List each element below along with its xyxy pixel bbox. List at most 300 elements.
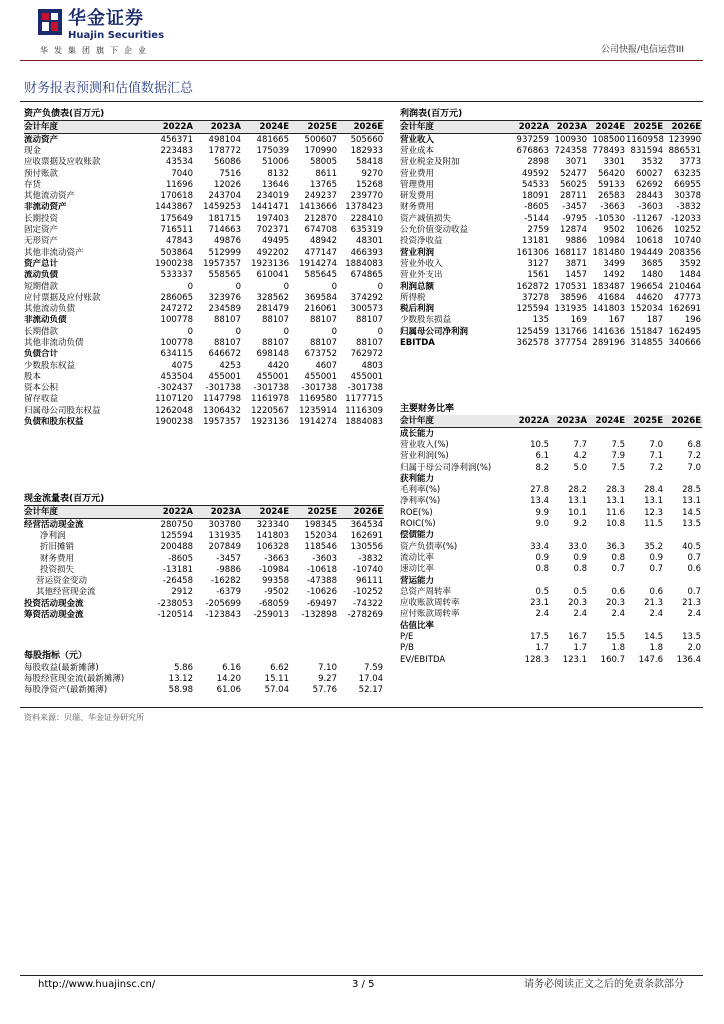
table-title-row xyxy=(400,108,702,121)
cell-value: 362578 xyxy=(516,337,549,348)
cell-value: 14.20 xyxy=(216,673,241,684)
row-label: 税后利润 xyxy=(400,304,435,315)
cell-value xyxy=(550,428,588,440)
table-row xyxy=(24,575,384,586)
cell-value: 377754 xyxy=(554,337,587,348)
header-label: 会计年度 xyxy=(24,121,142,134)
cell-value: 20.3 xyxy=(606,598,625,609)
cell-value: -3457 xyxy=(562,202,587,213)
cell-value: 249237 xyxy=(304,191,337,202)
row-label: 筹资活动现金流 xyxy=(24,610,84,621)
table-header-row xyxy=(400,415,702,428)
balance-sheet-table xyxy=(24,108,384,428)
cell-value: 10.8 xyxy=(606,519,625,530)
table-row xyxy=(400,315,702,326)
row-label: 归属母公司净利润 xyxy=(400,326,469,337)
table-row xyxy=(24,281,384,292)
cell-value: 4607 xyxy=(315,360,337,371)
cell-value: 5.86 xyxy=(174,662,193,673)
table-row xyxy=(400,179,702,190)
cell-value: -9502 xyxy=(264,587,289,598)
header-year: 2023A xyxy=(194,506,242,519)
table-row xyxy=(400,428,702,440)
cell-value: 198345 xyxy=(304,519,337,530)
cell-value: 18091 xyxy=(521,191,549,202)
cell-value: 3685 xyxy=(641,258,663,269)
table-title: 主要财务比率 xyxy=(400,404,455,414)
table-row xyxy=(24,383,384,394)
cell-value: 3499 xyxy=(603,258,625,269)
cell-value: 152034 xyxy=(630,304,663,315)
header-year: 2024E xyxy=(242,506,290,519)
cell-value xyxy=(550,530,588,541)
table-row xyxy=(400,134,702,146)
cell-value: 169 xyxy=(570,315,587,326)
cell-value: 1107120 xyxy=(155,394,193,405)
table-row xyxy=(24,405,384,416)
row-label: 营业利润 xyxy=(400,247,435,258)
cell-value: 11.6 xyxy=(606,507,625,518)
cell-value: -6379 xyxy=(216,587,241,598)
cell-value: 197403 xyxy=(256,213,289,224)
row-label: 营业利润(%) xyxy=(400,451,449,462)
cell-value: 3871 xyxy=(565,258,587,269)
table-row xyxy=(400,631,702,642)
cell-value: 23.1 xyxy=(530,598,549,609)
cell-value: 1413666 xyxy=(299,202,337,213)
cell-value: -10626 xyxy=(306,587,337,598)
per-share-table xyxy=(24,650,384,696)
cell-value: 0.6 xyxy=(687,564,702,575)
cell-value: 2.4 xyxy=(649,609,663,620)
cell-value: 28711 xyxy=(559,191,587,202)
cell-value: 239770 xyxy=(350,191,384,202)
cell-value: -47388 xyxy=(306,576,337,587)
cell-value: 481665 xyxy=(256,134,289,145)
cell-value: 0.8 xyxy=(535,564,549,575)
cell-value: 369584 xyxy=(304,292,337,303)
cell-value: -5144 xyxy=(524,213,549,224)
cell-value: 0 xyxy=(377,326,384,337)
header-year: 2024E xyxy=(588,415,626,428)
cell-value: 1457 xyxy=(565,270,587,281)
cell-value: 13.1 xyxy=(682,496,702,507)
cell-value: 698148 xyxy=(256,349,289,360)
row-label: 长期投资 xyxy=(24,213,59,224)
cell-value: 99358 xyxy=(261,576,289,587)
cell-value: 141803 xyxy=(592,304,625,315)
cell-value xyxy=(664,473,702,484)
table-title: 每股指标（元） xyxy=(24,651,88,661)
cell-value: 10.5 xyxy=(530,439,549,450)
row-label: 毛利率(%) xyxy=(400,485,441,496)
cell-value: 2.0 xyxy=(687,643,702,654)
cell-value: 178772 xyxy=(208,145,241,156)
brand-name-en: Huajin Securities xyxy=(68,30,165,41)
table-header-row xyxy=(400,121,702,134)
table-row xyxy=(400,337,702,348)
cell-value: 57.76 xyxy=(312,685,337,696)
table-title-row xyxy=(24,650,384,662)
cell-value xyxy=(510,473,550,484)
page-number: 3 / 5 xyxy=(352,979,375,990)
cell-value: -10740 xyxy=(352,564,384,575)
row-label: ROE(%) xyxy=(400,507,433,518)
row-label: EBITDA xyxy=(400,337,435,348)
cell-value: 56025 xyxy=(559,179,587,190)
cell-value: 20.3 xyxy=(568,598,587,609)
section-divider xyxy=(20,101,703,102)
cell-value: 182933 xyxy=(350,145,384,156)
cell-value: 3532 xyxy=(641,157,663,168)
data-source: 资料来源：贝瑞、华金证券研究所 xyxy=(24,713,144,722)
header-year: 2026E xyxy=(664,415,702,428)
cell-value: 340666 xyxy=(668,337,702,348)
header-year: 2024E xyxy=(242,121,290,134)
cell-value: 300573 xyxy=(350,304,384,315)
cell-value: 141803 xyxy=(256,530,289,541)
table-row xyxy=(400,326,702,337)
cell-value: 7.10 xyxy=(318,662,337,673)
table-title: 利润表(百万元) xyxy=(400,108,702,121)
cell-value: 33.4 xyxy=(530,541,549,552)
cell-value: 36.3 xyxy=(606,541,625,552)
cell-value xyxy=(664,530,702,541)
cell-value: 62692 xyxy=(635,179,663,190)
row-label: 应付票据及应付账款 xyxy=(24,292,101,303)
table-row xyxy=(24,258,384,269)
table-row xyxy=(24,542,384,553)
cell-value xyxy=(550,473,588,484)
cell-value: 512999 xyxy=(208,247,241,258)
table-row xyxy=(400,168,702,179)
cell-value: 281479 xyxy=(256,304,289,315)
table-row xyxy=(24,564,384,575)
cell-value: 100930 xyxy=(554,134,587,145)
cell-value: 831594 xyxy=(630,145,663,156)
cell-value: 1306432 xyxy=(203,405,241,416)
cell-value: 1480 xyxy=(641,270,663,281)
cell-value: -301738 xyxy=(253,383,289,394)
cell-value: 160.7 xyxy=(600,654,625,665)
cell-value: 88107 xyxy=(356,315,384,326)
cell-value: 0 xyxy=(187,326,193,337)
cell-value xyxy=(664,428,702,440)
cell-value: 0.9 xyxy=(649,552,663,563)
cell-value: 0 xyxy=(283,281,289,292)
table-row xyxy=(24,553,384,564)
cell-value: 1262048 xyxy=(155,405,193,416)
cell-value: 0 xyxy=(331,281,337,292)
header-year: 2022A xyxy=(142,506,194,519)
cell-value: 152034 xyxy=(304,530,337,541)
cell-value xyxy=(550,575,588,586)
table-row xyxy=(24,337,384,348)
cell-value: 1884083 xyxy=(345,258,384,269)
cell-value: 47843 xyxy=(165,236,193,247)
row-label: 估值比率 xyxy=(400,620,435,631)
cell-value: 702371 xyxy=(256,225,289,236)
cell-value: 3592 xyxy=(679,258,702,269)
cell-value: 1235914 xyxy=(299,405,337,416)
footer-url[interactable]: http://www.huajinsc.cn/ xyxy=(38,979,156,990)
cell-value: 13181 xyxy=(521,236,549,247)
cell-value: 1.8 xyxy=(611,643,625,654)
cell-value: 6.8 xyxy=(687,439,702,450)
cell-value: 455001 xyxy=(350,371,384,382)
cell-value: 37278 xyxy=(521,292,549,303)
cell-value: 51006 xyxy=(261,157,289,168)
cell-value: 106328 xyxy=(256,542,289,553)
table-row xyxy=(24,157,384,168)
cell-value: 0.6 xyxy=(649,586,663,597)
cell-value xyxy=(510,575,550,586)
header-year: 2025E xyxy=(290,121,338,134)
table-row xyxy=(400,473,702,484)
cell-value: 28443 xyxy=(635,191,663,202)
cell-value: 175039 xyxy=(256,145,289,156)
row-label: 预付账款 xyxy=(24,168,59,179)
cell-value: 183487 xyxy=(592,281,625,292)
cell-value: 1443867 xyxy=(155,202,193,213)
cell-value: 162872 xyxy=(516,281,549,292)
cell-value: 162495 xyxy=(668,326,702,337)
cell-value: 28.5 xyxy=(682,485,702,496)
row-label: 负债和股东权益 xyxy=(24,417,84,428)
cell-value: 374292 xyxy=(350,292,384,303)
cell-value: 28.2 xyxy=(568,485,587,496)
cell-value xyxy=(510,620,550,631)
table-row xyxy=(24,673,384,684)
cell-value: -3603 xyxy=(312,553,337,564)
cell-value: 210464 xyxy=(668,281,702,292)
cell-value: 187 xyxy=(646,315,663,326)
cell-value: 7.59 xyxy=(364,662,384,673)
cell-value: 455001 xyxy=(256,371,289,382)
cell-value: 4420 xyxy=(267,360,289,371)
row-label: 获利能力 xyxy=(400,473,435,484)
cell-value: 12874 xyxy=(559,225,587,236)
cell-value: 200488 xyxy=(160,542,193,553)
cell-value: 13.1 xyxy=(568,496,587,507)
table-row xyxy=(24,303,384,314)
row-label: 资本公积 xyxy=(24,383,59,394)
cell-value: 49592 xyxy=(521,168,549,179)
cell-value: 196654 xyxy=(630,281,663,292)
header-year: 2025E xyxy=(626,415,664,428)
footer-divider xyxy=(20,975,703,976)
table-row xyxy=(400,236,702,247)
cell-value: -8605 xyxy=(168,553,193,564)
cell-value: 1160958 xyxy=(626,134,664,145)
table-row xyxy=(400,586,702,597)
cell-value: 2898 xyxy=(527,157,549,168)
cell-value: -13181 xyxy=(162,564,193,575)
table-row xyxy=(400,507,702,518)
row-label: 速动比率 xyxy=(400,564,435,575)
cell-value: 0.7 xyxy=(687,586,702,597)
table-header-row xyxy=(24,121,384,134)
table-row xyxy=(24,662,384,673)
cell-value: 533337 xyxy=(160,270,193,281)
cell-value: 1116309 xyxy=(345,405,384,416)
cell-value: 676863 xyxy=(516,145,549,156)
cell-value xyxy=(510,530,550,541)
cell-value: 212870 xyxy=(304,213,337,224)
table-row xyxy=(400,643,702,654)
cell-value: 15268 xyxy=(356,179,384,190)
row-label: 折旧摊销 xyxy=(40,542,75,553)
table-title-row xyxy=(400,403,702,415)
cell-value: 63235 xyxy=(674,168,702,179)
row-label: 其他经营现金流 xyxy=(36,587,96,598)
cell-value: 96111 xyxy=(356,576,384,587)
cell-value: 27.8 xyxy=(530,485,549,496)
cell-value: 6.1 xyxy=(535,451,549,462)
cell-value: -9795 xyxy=(562,213,587,224)
row-label: 净利率(%) xyxy=(400,496,441,507)
cell-value: 1957357 xyxy=(203,258,241,269)
table-row xyxy=(24,587,384,598)
huajin-logo-icon xyxy=(38,9,62,35)
table-row xyxy=(400,552,702,563)
cell-value: -120514 xyxy=(157,610,193,621)
cell-value: 1378423 xyxy=(345,202,384,213)
cell-value: 21.3 xyxy=(682,598,702,609)
cell-value: 7.1 xyxy=(649,451,663,462)
row-label: 每股经营现金流(最新摊薄) xyxy=(24,673,125,684)
cell-value: 66955 xyxy=(674,179,702,190)
cell-value: 674865 xyxy=(350,270,384,281)
row-label: 短期借款 xyxy=(24,281,59,292)
header-divider xyxy=(20,60,703,61)
cell-value: 147.6 xyxy=(638,654,663,665)
row-label: 资产总计 xyxy=(24,258,59,269)
table-row xyxy=(400,224,702,235)
cell-value: 13.12 xyxy=(168,673,193,684)
header-year: 2026E xyxy=(664,121,702,134)
cell-value: -3832 xyxy=(358,553,384,564)
table-row xyxy=(400,190,702,201)
header-year: 2023A xyxy=(194,121,242,134)
cell-value: 7.0 xyxy=(687,462,702,473)
table-row xyxy=(24,270,384,281)
cell-value: 2.4 xyxy=(573,609,587,620)
table-row xyxy=(24,685,384,696)
cell-value: 162691 xyxy=(668,304,702,315)
cell-value: 28.4 xyxy=(644,485,663,496)
row-label: 成长能力 xyxy=(400,428,435,439)
cell-value: 1169580 xyxy=(299,394,337,405)
cell-value: -278269 xyxy=(347,610,384,621)
cell-value: -10252 xyxy=(352,587,384,598)
cell-value: -3603 xyxy=(638,202,663,213)
cell-value: 1914274 xyxy=(299,417,337,428)
cell-value: 13.1 xyxy=(606,496,625,507)
cell-value: 456371 xyxy=(160,134,193,145)
cell-value: 2759 xyxy=(527,225,549,236)
table-row xyxy=(24,236,384,247)
header-label: 会计年度 xyxy=(400,415,510,428)
cell-value: 635319 xyxy=(350,225,384,236)
row-label: 流动资产 xyxy=(24,134,59,145)
table-row xyxy=(24,315,384,326)
cell-value: 1900238 xyxy=(155,417,193,428)
cell-value: 9886 xyxy=(565,236,587,247)
cell-value: 286065 xyxy=(160,292,193,303)
cell-value: 10740 xyxy=(674,236,702,247)
cell-value: 151847 xyxy=(630,326,663,337)
row-label: 净利润 xyxy=(40,530,66,541)
row-label: 偿债能力 xyxy=(400,530,435,541)
cell-value: 762972 xyxy=(350,349,384,360)
cell-value: 610041 xyxy=(256,270,289,281)
cell-value: 716511 xyxy=(160,225,193,236)
cell-value: 1147798 xyxy=(203,394,241,405)
cell-value: 1492 xyxy=(603,270,625,281)
cell-value: 9502 xyxy=(603,225,625,236)
cell-value: 8611 xyxy=(315,168,337,179)
table-row xyxy=(24,598,384,609)
disclaimer: 请务必阅读正文之后的免责条款部分 xyxy=(524,979,684,990)
cell-value: 1.7 xyxy=(573,643,587,654)
cell-value: 778493 xyxy=(592,145,625,156)
cell-value: 118546 xyxy=(304,542,337,553)
cell-value: -259013 xyxy=(253,610,289,621)
table-row xyxy=(24,168,384,179)
cell-value: 0.8 xyxy=(611,552,625,563)
cell-value: 323340 xyxy=(256,519,289,530)
cell-value xyxy=(626,428,664,440)
table-row xyxy=(24,394,384,405)
cell-value: -12033 xyxy=(670,213,702,224)
cell-value: 5.0 xyxy=(573,462,587,473)
row-label: 少数股东权益 xyxy=(24,360,76,371)
cell-value: 14.5 xyxy=(682,507,702,518)
section-title: 财务报表预测和估值数据汇总 xyxy=(24,81,194,96)
table-row xyxy=(24,530,384,541)
cell-value: 61.06 xyxy=(216,685,241,696)
row-label: 资产减值损失 xyxy=(400,213,452,224)
header-year: 2023A xyxy=(550,415,588,428)
cell-value: 128.3 xyxy=(524,654,549,665)
header-year: 2026E xyxy=(338,121,384,134)
cell-value: -8605 xyxy=(524,202,549,213)
cell-value: 0.6 xyxy=(611,586,625,597)
table-row xyxy=(24,202,384,213)
cell-value: 3773 xyxy=(679,157,702,168)
table-row xyxy=(24,326,384,337)
row-label: 流动比率 xyxy=(400,552,435,563)
cell-value: 13765 xyxy=(309,179,337,190)
row-label: 所得税 xyxy=(400,292,426,303)
table-row xyxy=(400,451,702,462)
header-year: 2022A xyxy=(142,121,194,134)
table-row xyxy=(24,213,384,224)
row-label: 公允价值变动收益 xyxy=(400,225,469,236)
cell-value: 4253 xyxy=(219,360,241,371)
row-label: 无形资产 xyxy=(24,236,59,247)
cell-value: 52.17 xyxy=(358,685,384,696)
row-label: 资产负债率(%) xyxy=(400,541,458,552)
cell-value: -69497 xyxy=(306,598,337,609)
cell-value: 234019 xyxy=(256,191,289,202)
cell-value: -132898 xyxy=(301,610,337,621)
cell-value: 234589 xyxy=(208,304,241,315)
cell-value: 88107 xyxy=(309,337,337,348)
table-title: 现金流量表(百万元) xyxy=(24,493,384,506)
cell-value: 1161978 xyxy=(251,394,289,405)
